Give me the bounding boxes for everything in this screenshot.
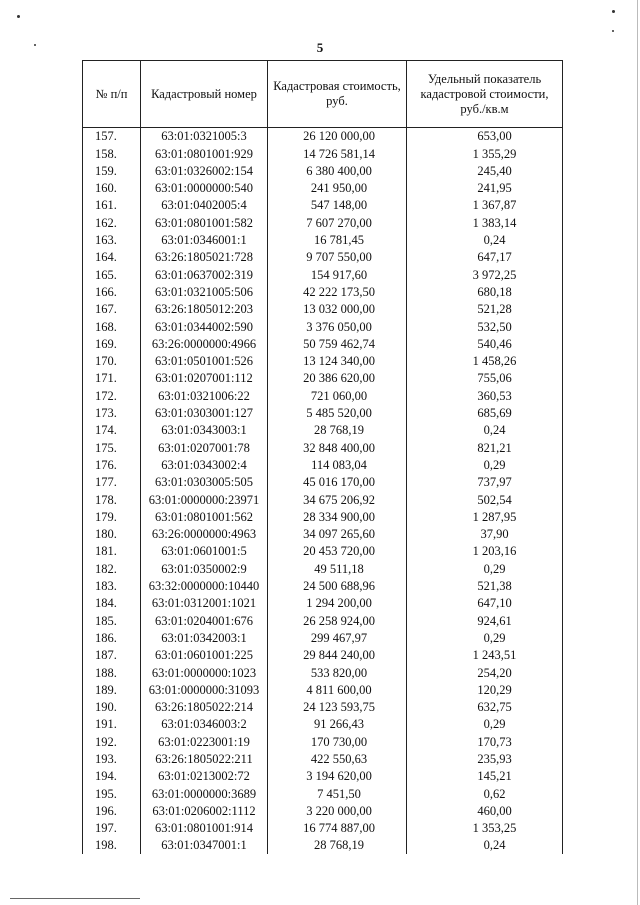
cadastral-number: 63:26:0000000:4963 <box>141 526 268 543</box>
row-number: 163. <box>83 232 141 249</box>
cadastral-cost: 5 485 520,00 <box>268 405 407 422</box>
cadastral-number: 63:01:0000000:3689 <box>141 785 268 802</box>
table-row <box>83 266 563 283</box>
specific-indicator: 0,24 <box>407 422 563 439</box>
table-row <box>83 803 563 820</box>
table-row <box>83 214 563 231</box>
cadastral-number: 63:01:0213002:72 <box>141 768 268 785</box>
row-number: 165. <box>83 266 141 283</box>
row-number: 172. <box>83 387 141 404</box>
specific-indicator: 1 367,87 <box>407 197 563 214</box>
cadastral-cost: 422 550,63 <box>268 751 407 768</box>
cadastral-number: 63:01:0000000:31093 <box>141 682 268 699</box>
table-row <box>83 318 563 335</box>
cadastral-cost: 241 950,00 <box>268 180 407 197</box>
table-row <box>83 163 563 180</box>
cadastral-number: 63:26:1805022:211 <box>141 751 268 768</box>
row-number: 195. <box>83 785 141 802</box>
row-number: 176. <box>83 457 141 474</box>
specific-indicator: 241,95 <box>407 180 563 197</box>
cadastral-cost: 547 148,00 <box>268 197 407 214</box>
cadastral-cost: 20 453 720,00 <box>268 543 407 560</box>
cadastral-cost: 20 386 620,00 <box>268 370 407 387</box>
specific-indicator: 0,62 <box>407 785 563 802</box>
table-row <box>83 733 563 750</box>
specific-indicator: 755,06 <box>407 370 563 387</box>
cadastral-cost: 721 060,00 <box>268 387 407 404</box>
row-number: 170. <box>83 353 141 370</box>
table-row <box>83 284 563 301</box>
cadastral-cost: 50 759 462,74 <box>268 336 407 353</box>
table-row <box>83 751 563 768</box>
cadastral-number: 63:26:0000000:4966 <box>141 336 268 353</box>
header-cadastral-number: Кадастровый номер <box>141 61 268 128</box>
cadastral-number: 63:01:0402005:4 <box>141 197 268 214</box>
table-row <box>83 820 563 837</box>
row-number: 157. <box>83 128 141 146</box>
specific-indicator: 0,29 <box>407 457 563 474</box>
table-row <box>83 301 563 318</box>
cadastral-number: 63:32:0000000:10440 <box>141 578 268 595</box>
cadastral-cost: 299 467,97 <box>268 630 407 647</box>
cadastral-cost: 26 120 000,00 <box>268 128 407 146</box>
cadastral-cost: 42 222 173,50 <box>268 284 407 301</box>
row-number: 180. <box>83 526 141 543</box>
cadastral-cost: 114 083,04 <box>268 457 407 474</box>
specific-indicator: 521,28 <box>407 301 563 318</box>
specific-indicator: 532,50 <box>407 318 563 335</box>
cadastral-cost: 170 730,00 <box>268 733 407 750</box>
cadastral-number: 63:01:0801001:582 <box>141 214 268 231</box>
specific-indicator: 0,29 <box>407 716 563 733</box>
row-number: 177. <box>83 474 141 491</box>
cadastral-cost: 14 726 581,14 <box>268 145 407 162</box>
specific-indicator: 521,38 <box>407 578 563 595</box>
cadastral-cost: 24 500 688,96 <box>268 578 407 595</box>
cadastral-cost: 3 376 050,00 <box>268 318 407 335</box>
cadastral-number: 63:01:0801001:914 <box>141 820 268 837</box>
row-number: 171. <box>83 370 141 387</box>
specific-indicator: 647,17 <box>407 249 563 266</box>
specific-indicator: 0,24 <box>407 232 563 249</box>
row-number: 166. <box>83 284 141 301</box>
cadastral-cost: 28 334 900,00 <box>268 509 407 526</box>
table-row <box>83 578 563 595</box>
cadastral-number: 63:01:0601001:5 <box>141 543 268 560</box>
specific-indicator: 460,00 <box>407 803 563 820</box>
specific-indicator: 0,29 <box>407 630 563 647</box>
cadastral-number: 63:01:0303005:505 <box>141 474 268 491</box>
cadastral-cost: 28 768,19 <box>268 422 407 439</box>
table-row <box>83 595 563 612</box>
cadastral-table-container <box>82 60 562 854</box>
cadastral-number: 63:01:0312001:1021 <box>141 595 268 612</box>
cadastral-number: 63:01:0350002:9 <box>141 560 268 577</box>
cadastral-number: 63:26:1805021:728 <box>141 249 268 266</box>
row-number: 182. <box>83 560 141 577</box>
cadastral-cost: 34 675 206,92 <box>268 491 407 508</box>
row-number: 185. <box>83 612 141 629</box>
table-row <box>83 405 563 422</box>
table-row <box>83 630 563 647</box>
cadastral-cost: 6 380 400,00 <box>268 163 407 180</box>
cadastral-number: 63:01:0321006:22 <box>141 387 268 404</box>
table-row <box>83 560 563 577</box>
specific-indicator: 1 383,14 <box>407 214 563 231</box>
table-row <box>83 699 563 716</box>
row-number: 197. <box>83 820 141 837</box>
row-number: 169. <box>83 336 141 353</box>
row-number: 186. <box>83 630 141 647</box>
cadastral-cost: 91 266,43 <box>268 716 407 733</box>
table-row <box>83 837 563 854</box>
table-row <box>83 543 563 560</box>
specific-indicator: 632,75 <box>407 699 563 716</box>
table-row <box>83 509 563 526</box>
specific-indicator: 1 458,26 <box>407 353 563 370</box>
specific-indicator: 647,10 <box>407 595 563 612</box>
table-row <box>83 716 563 733</box>
specific-indicator: 245,40 <box>407 163 563 180</box>
cadastral-number: 63:01:0204001:676 <box>141 612 268 629</box>
cadastral-cost: 1 294 200,00 <box>268 595 407 612</box>
row-number: 168. <box>83 318 141 335</box>
table-row <box>83 474 563 491</box>
specific-indicator: 145,21 <box>407 768 563 785</box>
cadastral-number: 63:01:0601001:225 <box>141 647 268 664</box>
specific-indicator: 1 203,16 <box>407 543 563 560</box>
table-row <box>83 491 563 508</box>
cadastral-cost: 4 811 600,00 <box>268 682 407 699</box>
row-number: 162. <box>83 214 141 231</box>
cadastral-number: 63:01:0637002:319 <box>141 266 268 283</box>
row-number: 181. <box>83 543 141 560</box>
cadastral-cost: 16 774 887,00 <box>268 820 407 837</box>
row-number: 178. <box>83 491 141 508</box>
row-number: 160. <box>83 180 141 197</box>
table-row <box>83 682 563 699</box>
cadastral-cost: 24 123 593,75 <box>268 699 407 716</box>
row-number: 161. <box>83 197 141 214</box>
scan-speck <box>612 10 615 13</box>
table-row <box>83 612 563 629</box>
specific-indicator: 235,93 <box>407 751 563 768</box>
specific-indicator: 540,46 <box>407 336 563 353</box>
row-number: 198. <box>83 837 141 854</box>
row-number: 187. <box>83 647 141 664</box>
table-header-row <box>83 61 563 128</box>
scan-edge <box>637 0 638 905</box>
table-row <box>83 128 563 146</box>
table-row <box>83 647 563 664</box>
row-number: 173. <box>83 405 141 422</box>
row-number: 192. <box>83 733 141 750</box>
cadastral-number: 63:01:0000000:23971 <box>141 491 268 508</box>
cadastral-number: 63:01:0501001:526 <box>141 353 268 370</box>
specific-indicator: 1 353,25 <box>407 820 563 837</box>
row-number: 194. <box>83 768 141 785</box>
table-row <box>83 664 563 681</box>
specific-indicator: 653,00 <box>407 128 563 146</box>
row-number: 191. <box>83 716 141 733</box>
specific-indicator: 3 972,25 <box>407 266 563 283</box>
cadastral-cost: 45 016 170,00 <box>268 474 407 491</box>
cadastral-number: 63:01:0000000:1023 <box>141 664 268 681</box>
row-number: 193. <box>83 751 141 768</box>
cadastral-number: 63:01:0343003:1 <box>141 422 268 439</box>
cadastral-number: 63:01:0342003:1 <box>141 630 268 647</box>
cadastral-cost: 29 844 240,00 <box>268 647 407 664</box>
page-number: 5 <box>316 40 324 55</box>
cadastral-number: 63:01:0347001:1 <box>141 837 268 854</box>
specific-indicator: 254,20 <box>407 664 563 681</box>
cadastral-cost: 13 124 340,00 <box>268 353 407 370</box>
table-row <box>83 197 563 214</box>
table-row <box>83 180 563 197</box>
cadastral-cost: 49 511,18 <box>268 560 407 577</box>
specific-indicator: 120,29 <box>407 682 563 699</box>
table-row <box>83 353 563 370</box>
row-number: 175. <box>83 439 141 456</box>
cadastral-cost: 533 820,00 <box>268 664 407 681</box>
scan-speck <box>17 15 20 18</box>
cadastral-cost: 32 848 400,00 <box>268 439 407 456</box>
specific-indicator: 1 287,95 <box>407 509 563 526</box>
cadastral-cost: 7 607 270,00 <box>268 214 407 231</box>
cadastral-number: 63:01:0321005:3 <box>141 128 268 146</box>
table-row <box>83 439 563 456</box>
table-row <box>83 422 563 439</box>
row-number: 189. <box>83 682 141 699</box>
table-row <box>83 526 563 543</box>
cadastral-cost: 154 917,60 <box>268 266 407 283</box>
specific-indicator: 360,53 <box>407 387 563 404</box>
row-number: 183. <box>83 578 141 595</box>
cadastral-number: 63:01:0801001:929 <box>141 145 268 162</box>
specific-indicator: 0,29 <box>407 560 563 577</box>
table-row <box>83 232 563 249</box>
cadastral-number: 63:01:0207001:78 <box>141 439 268 456</box>
table-row <box>83 145 563 162</box>
cadastral-table <box>82 60 563 854</box>
specific-indicator: 737,97 <box>407 474 563 491</box>
row-number: 158. <box>83 145 141 162</box>
row-number: 179. <box>83 509 141 526</box>
cadastral-cost: 3 194 620,00 <box>268 768 407 785</box>
cadastral-number: 63:01:0346001:1 <box>141 232 268 249</box>
table-row <box>83 387 563 404</box>
row-number: 190. <box>83 699 141 716</box>
table-row <box>83 457 563 474</box>
cadastral-number: 63:01:0321005:506 <box>141 284 268 301</box>
cadastral-number: 63:01:0343002:4 <box>141 457 268 474</box>
row-number: 164. <box>83 249 141 266</box>
specific-indicator: 1 243,51 <box>407 647 563 664</box>
cadastral-cost: 13 032 000,00 <box>268 301 407 318</box>
row-number: 196. <box>83 803 141 820</box>
table-row <box>83 370 563 387</box>
specific-indicator: 170,73 <box>407 733 563 750</box>
specific-indicator: 0,24 <box>407 837 563 854</box>
specific-indicator: 924,61 <box>407 612 563 629</box>
row-number: 184. <box>83 595 141 612</box>
scan-footer-line <box>10 898 140 899</box>
header-specific-indicator: Удельный показатель кадастровой стоимости, руб./кв.м <box>407 61 563 128</box>
cadastral-number: 63:01:0223001:19 <box>141 733 268 750</box>
cadastral-cost: 34 097 265,60 <box>268 526 407 543</box>
cadastral-cost: 26 258 924,00 <box>268 612 407 629</box>
cadastral-cost: 16 781,45 <box>268 232 407 249</box>
table-row <box>83 785 563 802</box>
cadastral-number: 63:01:0206002:1112 <box>141 803 268 820</box>
cadastral-cost: 3 220 000,00 <box>268 803 407 820</box>
cadastral-cost: 28 768,19 <box>268 837 407 854</box>
table-body <box>83 128 563 855</box>
header-cadastral-cost: Кадастровая стоимость, руб. <box>268 61 407 128</box>
cadastral-number: 63:26:1805022:214 <box>141 699 268 716</box>
cadastral-number: 63:01:0303001:127 <box>141 405 268 422</box>
specific-indicator: 37,90 <box>407 526 563 543</box>
scan-speck <box>612 30 614 32</box>
table-row <box>83 336 563 353</box>
table-row <box>83 768 563 785</box>
header-num: № п/п <box>83 61 141 128</box>
cadastral-number: 63:01:0801001:562 <box>141 509 268 526</box>
cadastral-cost: 7 451,50 <box>268 785 407 802</box>
row-number: 159. <box>83 163 141 180</box>
specific-indicator: 680,18 <box>407 284 563 301</box>
cadastral-number: 63:01:0000000:540 <box>141 180 268 197</box>
specific-indicator: 685,69 <box>407 405 563 422</box>
specific-indicator: 1 355,29 <box>407 145 563 162</box>
row-number: 188. <box>83 664 141 681</box>
cadastral-number: 63:01:0326002:154 <box>141 163 268 180</box>
row-number: 174. <box>83 422 141 439</box>
cadastral-number: 63:26:1805012:203 <box>141 301 268 318</box>
cadastral-number: 63:01:0207001:112 <box>141 370 268 387</box>
cadastral-cost: 9 707 550,00 <box>268 249 407 266</box>
row-number: 167. <box>83 301 141 318</box>
cadastral-number: 63:01:0344002:590 <box>141 318 268 335</box>
specific-indicator: 502,54 <box>407 491 563 508</box>
specific-indicator: 821,21 <box>407 439 563 456</box>
cadastral-number: 63:01:0346003:2 <box>141 716 268 733</box>
table-row <box>83 249 563 266</box>
